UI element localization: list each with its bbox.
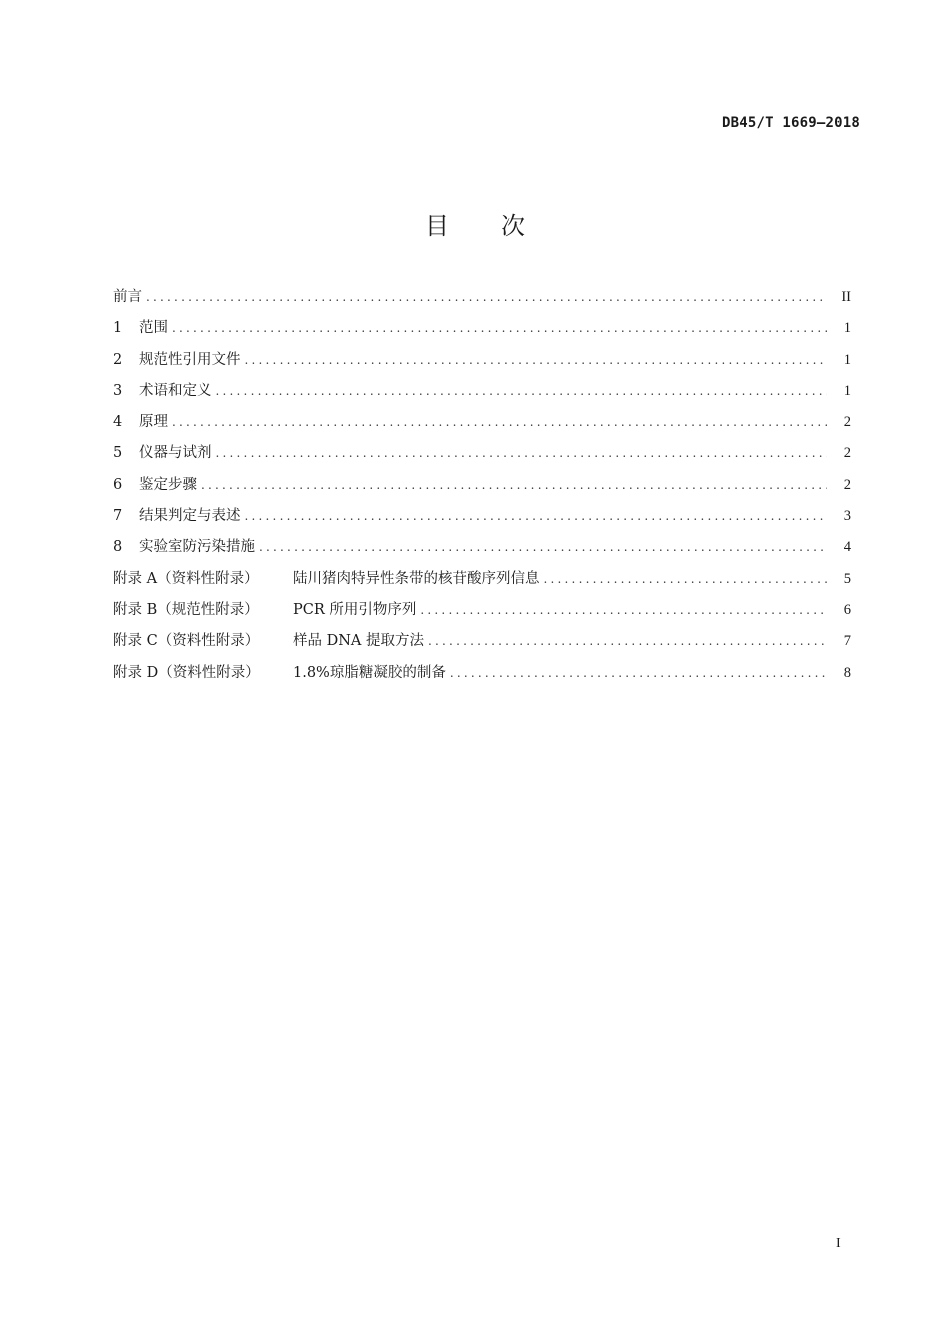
toc-entry-title: 实验室防污染措施 [139,539,255,556]
toc-appendix-label: 附录 D（资料性附录） [113,664,260,681]
toc-entry-page: 1 [843,351,851,368]
toc-dot-leader [420,599,827,621]
toc-dot-leader [201,474,827,496]
toc-entry-number: 5 [113,445,123,462]
toc-entry-title: 范围 [139,320,168,337]
toc-dot-leader [146,286,827,308]
toc-entry-page: 2 [843,476,851,493]
toc-dot-leader [245,349,828,371]
toc-entry-6[interactable] [113,474,851,505]
toc-entry-number: 6 [113,476,123,493]
toc-entry-appendix-d[interactable] [113,662,851,693]
toc-entry-3[interactable] [113,380,851,411]
page-title [0,206,950,241]
toc-entry-number: 1 [113,320,123,337]
toc-entry-number: 2 [113,351,123,368]
toc-dot-leader [259,536,827,558]
table-of-contents [113,286,851,693]
toc-entry-title: 规范性引用文件 [139,351,241,368]
toc-dot-leader [450,662,827,684]
toc-entry-title: 结果判定与表述 [139,508,241,525]
toc-entry-page: 6 [843,601,851,618]
toc-dot-leader [172,411,827,433]
toc-entry-title: PCR 所用引物序列 [293,601,417,618]
toc-entry-7[interactable] [113,505,851,536]
toc-entry-title: 陆川猪肉特异性条带的核苷酸序列信息 [293,570,540,587]
toc-entry-page: 7 [843,633,851,650]
toc-entry-number: 7 [113,508,123,525]
toc-entry-page: 3 [843,508,851,525]
toc-entry-page: II [841,289,851,305]
toc-entry-page: 1 [843,320,851,337]
document-code: DB45/T 1669—2018 [721,115,860,131]
toc-entry-title: 术语和定义 [139,382,212,399]
toc-appendix-label: 附录 B（规范性附录） [113,601,259,618]
toc-entry-page: 8 [843,664,851,681]
page-number: I [836,1236,841,1251]
toc-entry-appendix-a[interactable] [113,568,851,599]
toc-entry-title: 仪器与试剂 [139,445,212,462]
toc-dot-leader [544,568,828,590]
toc-entry-title: 前言 [113,289,142,305]
toc-appendix-label: 附录 A（资料性附录） [113,570,259,587]
toc-entry-title: 1.8%琼脂糖凝胶的制备 [293,664,446,681]
toc-entry-5[interactable] [113,442,851,473]
toc-entry-title: 样品 DNA 提取方法 [293,633,425,650]
toc-entry-8[interactable] [113,536,851,567]
toc-entry-page: 1 [843,382,851,399]
toc-appendix-label: 附录 C（资料性附录） [113,633,260,650]
toc-entry-number: 4 [113,414,123,431]
toc-entry-4[interactable] [113,411,851,442]
toc-entry-1[interactable] [113,317,851,348]
toc-entry-page: 4 [843,539,851,556]
toc-entry-appendix-c[interactable] [113,630,851,661]
toc-entry-foreword[interactable] [113,286,851,317]
toc-entry-page: 5 [843,570,851,587]
toc-entry-number: 8 [113,539,123,556]
toc-dot-leader [172,317,827,339]
toc-dot-leader [216,442,828,464]
toc-entry-2[interactable] [113,349,851,380]
toc-dot-leader [216,380,828,402]
toc-dot-leader [245,505,828,527]
toc-entry-appendix-b[interactable] [113,599,851,630]
toc-dot-leader [428,630,827,652]
toc-entry-title: 原理 [139,414,168,431]
toc-entry-page: 2 [843,445,851,462]
page-title-char-1: 目 [425,212,449,240]
toc-entry-page: 2 [843,414,851,431]
toc-entry-number: 3 [113,382,123,399]
toc-entry-title: 鉴定步骤 [139,476,197,493]
page-title-char-2: 次 [501,212,525,240]
